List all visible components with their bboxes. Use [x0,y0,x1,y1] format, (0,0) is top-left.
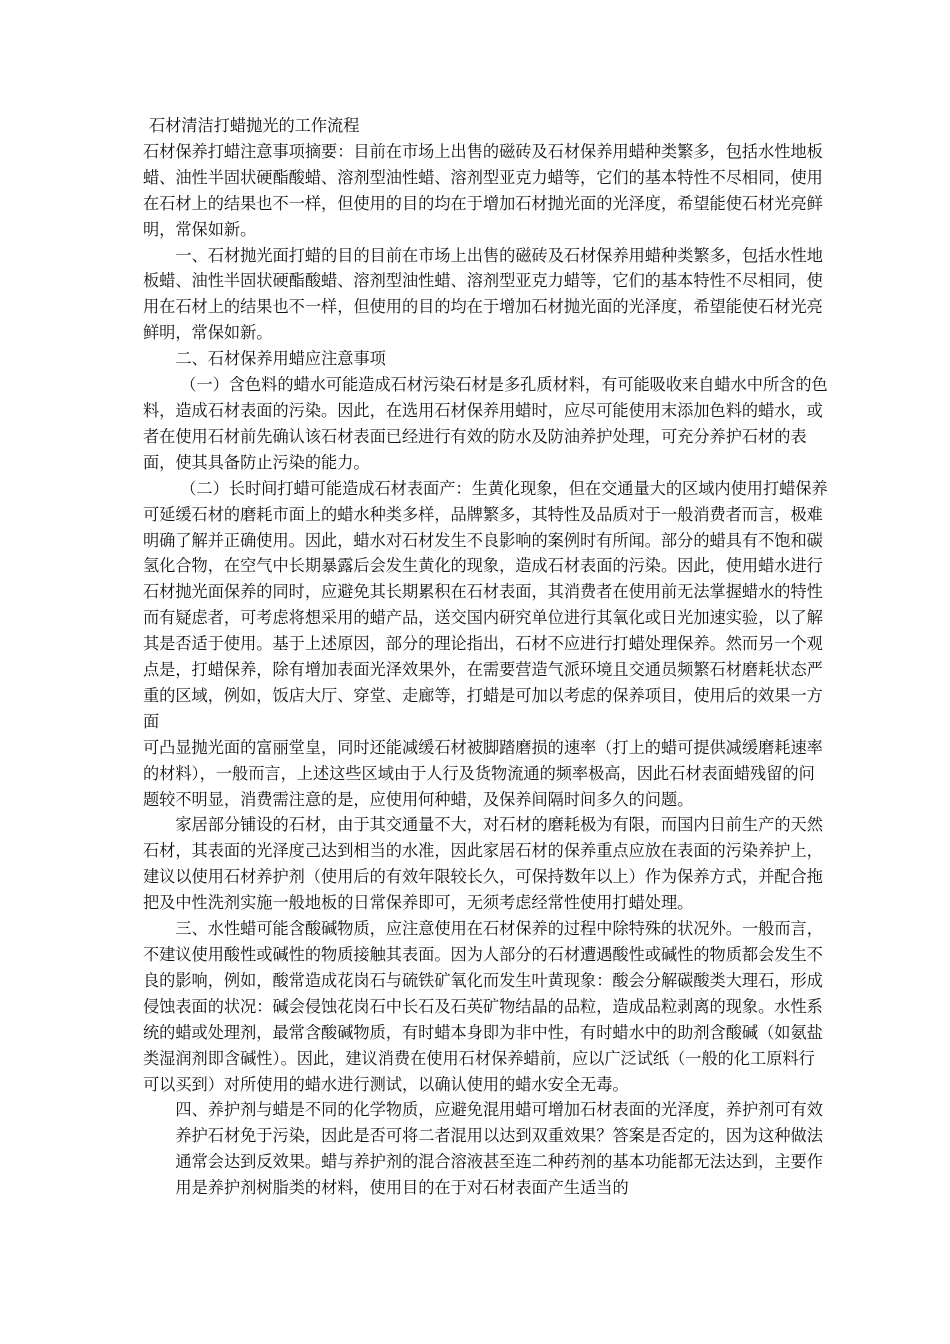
subsection-2-continuation: 可凸显抛光面的富丽堂皇，同时还能减缓石材被脚踏磨损的速率（打上的蜡可提供减缓磨耗速率的材料），一般而言，上述这些区域由于人行及货物流通的频率极高，因此石材表面蜡残留的问题较不明显，消费需注意的是，应使用何种蜡，及保养间隔时间多久的问题。 [143,737,823,809]
section-1-paragraph: 一、石材抛光面打蜡的目的目前在市场上出售的磁砖及石材保养用蜡种类繁多，包括水性地板蜡、油性半固状硬酯酸蜡、溶剂型油性蜡、溶剂型亚克力蜡等，它们的基本特性不尽相同，使用在石材上的结果也不一样，但使用的目的均在于增加石材抛光面的光泽度，希望能使石材光亮鲜明，常保如新。 [143,245,823,343]
section-2-heading: 二、石材保养用蜡应注意事项 [175,349,386,369]
document-title: 石材清洁打蜡抛光的工作流程 [149,116,360,135]
subsection-2-paragraph: （二）长时间打蜡可能造成石材表面产：生黄化现象，但在交通量大的区域内使用打蜡保养可延缓石材的磨耗市面上的蜡水种类多样，品牌繁多，其特性及品质对于一般消费者而言，极难明确了解并正确使用。因此，蜡水对石材发生不良影响的案例时有所闻。部分的蜡具有不饱和碳氢化合物，在空气中长期暴露后会发生黄化的现象，造成石材表面的污染。因此，使用蜡水进行石材抛光面保养的同时，应避免其长期累积在石材表面，其消费者在使用前无法掌握蜡水的特性而有疑虑者，可考虑将想采用的蜡产品，送交国内研究单位进行其氧化或日光加速实验，以了解其是否适于使用。基于上述原因，部分的理论指出，石材不应进行打蜡处理保养。然而另一个观点是，打蜡保养，除有增加表面光泽效果外，在需要营造气派环境且交通员频繁石材磨耗状态严重的区域，例如，饭店大厅、穿堂、走廊等，打蜡是可加以考虑的保养项目，使用后的效果一方面 [143,478,828,731]
subsection-1-paragraph: （一）含色料的蜡水可能造成石材污染石材是多孔质材料，有可能吸收来自蜡水中所含的色料，造成石材表面的污染。因此，在选用石材保养用蜡时，应尽可能使用末添加色料的蜡水，或者在使用石材前先确认该石材表面已经进行有效的防水及防油养护处理，可充分养护石材的表面，使其具备防止污染的能力。 [143,375,828,472]
document-page [143,113,829,1201]
section-4-paragraph: 四、养护剂与蜡是不同的化学物质，应避免混用蜡可增加石材表面的光泽度，养护剂可有效养护石材免于污染，因此是否可将二者混用以达到双重效果？答案是否定的，因为这种做法通常会达到反效果。蜡与养护剂的混合溶液甚至连二种药剂的基本功能都无法达到，主要作用是养护剂树脂类的材料，使用目的在于对石材表面产生适当的 [175,1100,823,1198]
summary-paragraph: 石材保养打蜡注意事项摘要：目前在市场上出售的磁砖及石材保养用蜡种类繁多，包括水性地板蜡、油性半固状硬酯酸蜡、溶剂型油性蜡、溶剂型亚克力蜡等，它们的基本特性不尽相同，使用在石材上的结果也不一样，但使用的目的均在于增加石材抛光面的光泽度，希望能使石材光亮鲜明，常保如新。 [143,141,823,239]
home-stone-paragraph: 家居部分铺设的石材，由于其交通量不大，对石材的磨耗极为有限，而国内日前生产的天然石材，其表面的光泽度己达到相当的水准，因此家居石材的保养重点应放在表面的污染养护上，建议以使用石材养护剂（使用后的有效年限较长久，可保持数年以上）作为保养方式，并配合拖把及中性洗剂实施一般地板的日常保养即可，无须考虑经常性使用打蜡处理。 [143,815,823,913]
section-3-paragraph: 三、水性蜡可能含酸碱物质，应注意使用在石材保养的过程中除特殊的状况外。一般而言，不建议使用酸性或碱性的物质接触其表面。因为人部分的石材遭遇酸性或碱性的物质都会发生不良的影响，例如，酸常造成花岗石与硫铁矿氧化而发生叶黄现象：酸会分解碳酸类大理石，形成侵蚀表面的状况：碱会侵蚀花岗石中长石及石英矿物结晶的品粒，造成品粒剥离的现象。水性系统的蜡或处理剂，最常含酸碱物质，有时蜡本身即为非中性，有时蜡水中的助剂含酸碱（如氨盐类湿润剂即含碱性）。因此，建议消费在使用石材保养蜡前，应以广泛试纸（一般的化工原料行可以买到）对所使用的蜡水进行测试，以确认使用的蜡水安全无毒。 [143,919,823,1094]
